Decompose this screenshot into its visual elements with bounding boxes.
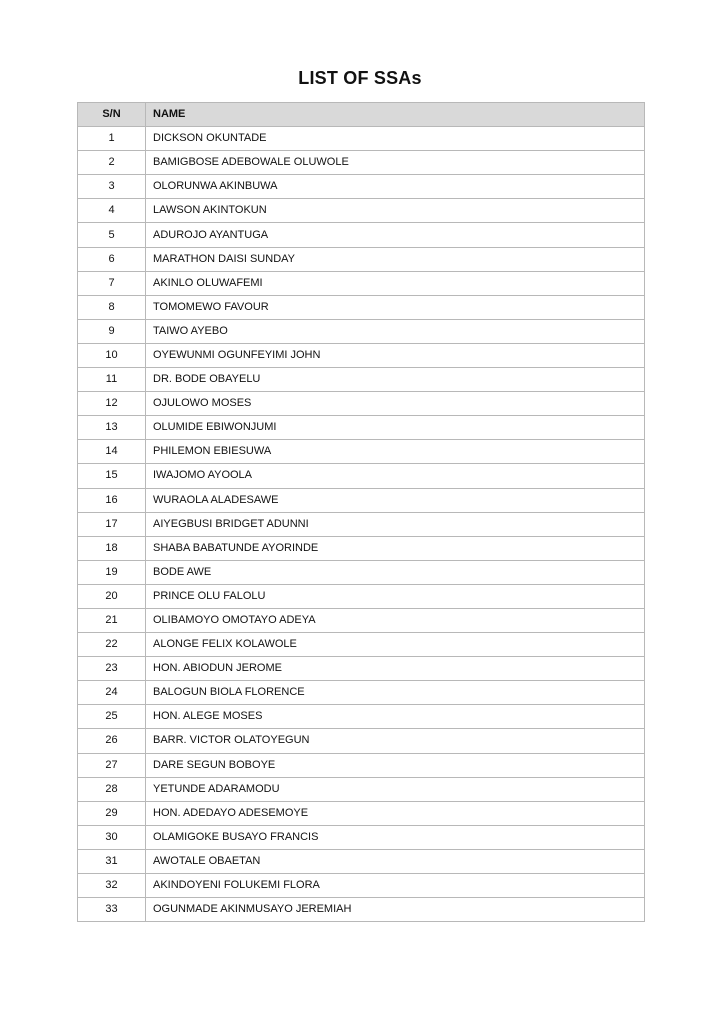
name-cell: OLORUNWA AKINBUWA: [146, 175, 645, 199]
serial-number-cell: 3: [78, 175, 146, 199]
table-row: [78, 271, 645, 295]
table-header: [78, 103, 645, 127]
table-row: [78, 392, 645, 416]
name-cell: PHILEMON EBIESUWA: [146, 440, 645, 464]
serial-number-cell: 4: [78, 199, 146, 223]
serial-number-cell: 23: [78, 657, 146, 681]
table-header-row: [78, 103, 645, 127]
table-row: [78, 536, 645, 560]
name-cell: WURAOLA ALADESAWE: [146, 488, 645, 512]
name-cell: SHABA BABATUNDE AYORINDE: [146, 536, 645, 560]
serial-number-cell: 5: [78, 223, 146, 247]
table-row: [78, 343, 645, 367]
serial-number-cell: 19: [78, 560, 146, 584]
serial-number-cell: 27: [78, 753, 146, 777]
table-row: [78, 199, 645, 223]
name-cell: AKINDOYENI FOLUKEMI FLORA: [146, 874, 645, 898]
serial-number-cell: 6: [78, 247, 146, 271]
serial-number-cell: 31: [78, 849, 146, 873]
serial-number-cell: 15: [78, 464, 146, 488]
serial-number-cell: 9: [78, 319, 146, 343]
serial-number-cell: 16: [78, 488, 146, 512]
serial-number-cell: 1: [78, 127, 146, 151]
table-row: [78, 801, 645, 825]
serial-number-cell: 22: [78, 633, 146, 657]
table-row: [78, 319, 645, 343]
serial-number-cell: 32: [78, 874, 146, 898]
column-header-sn: S/N: [78, 103, 146, 127]
table-row: [78, 777, 645, 801]
serial-number-cell: 26: [78, 729, 146, 753]
serial-number-cell: 13: [78, 416, 146, 440]
serial-number-cell: 20: [78, 584, 146, 608]
name-cell: HON. ABIODUN JEROME: [146, 657, 645, 681]
table-body: [78, 127, 645, 922]
serial-number-cell: 18: [78, 536, 146, 560]
serial-number-cell: 2: [78, 151, 146, 175]
table-row: [78, 898, 645, 922]
name-cell: YETUNDE ADARAMODU: [146, 777, 645, 801]
table-row: [78, 874, 645, 898]
table-row: [78, 368, 645, 392]
name-cell: IWAJOMO AYOOLA: [146, 464, 645, 488]
name-cell: TOMOMEWO FAVOUR: [146, 295, 645, 319]
name-cell: OLIBAMOYO OMOTAYO ADEYA: [146, 608, 645, 632]
table-row: [78, 657, 645, 681]
serial-number-cell: 25: [78, 705, 146, 729]
name-cell: TAIWO AYEBO: [146, 319, 645, 343]
name-cell: HON. ALEGE MOSES: [146, 705, 645, 729]
table-row: [78, 849, 645, 873]
serial-number-cell: 10: [78, 343, 146, 367]
serial-number-cell: 12: [78, 392, 146, 416]
name-cell: AIYEGBUSI BRIDGET ADUNNI: [146, 512, 645, 536]
name-cell: OJULOWO MOSES: [146, 392, 645, 416]
serial-number-cell: 17: [78, 512, 146, 536]
name-cell: BALOGUN BIOLA FLORENCE: [146, 681, 645, 705]
table-row: [78, 151, 645, 175]
name-cell: BODE AWE: [146, 560, 645, 584]
table-row: [78, 247, 645, 271]
table-row: [78, 295, 645, 319]
table-row: [78, 584, 645, 608]
table-row: [78, 416, 645, 440]
serial-number-cell: 30: [78, 825, 146, 849]
serial-number-cell: 7: [78, 271, 146, 295]
table-row: [78, 127, 645, 151]
name-cell: OLAMIGOKE BUSAYO FRANCIS: [146, 825, 645, 849]
table-row: [78, 705, 645, 729]
name-cell: ADUROJO AYANTUGA: [146, 223, 645, 247]
table-row: [78, 729, 645, 753]
name-cell: HON. ADEDAYO ADESEMOYE: [146, 801, 645, 825]
serial-number-cell: 14: [78, 440, 146, 464]
column-header-name: NAME: [146, 103, 645, 127]
name-cell: LAWSON AKINTOKUN: [146, 199, 645, 223]
table-row: [78, 464, 645, 488]
serial-number-cell: 33: [78, 898, 146, 922]
name-cell: DARE SEGUN BOBOYE: [146, 753, 645, 777]
serial-number-cell: 11: [78, 368, 146, 392]
name-cell: AWOTALE OBAETAN: [146, 849, 645, 873]
name-cell: MARATHON DAISI SUNDAY: [146, 247, 645, 271]
table-row: [78, 512, 645, 536]
table-row: [78, 223, 645, 247]
table-row: [78, 681, 645, 705]
table-row: [78, 440, 645, 464]
name-cell: OYEWUNMI OGUNFEYIMI JOHN: [146, 343, 645, 367]
name-cell: BAMIGBOSE ADEBOWALE OLUWOLE: [146, 151, 645, 175]
serial-number-cell: 29: [78, 801, 146, 825]
name-cell: OLUMIDE EBIWONJUMI: [146, 416, 645, 440]
serial-number-cell: 28: [78, 777, 146, 801]
name-cell: BARR. VICTOR OLATOYEGUN: [146, 729, 645, 753]
name-cell: ALONGE FELIX KOLAWOLE: [146, 633, 645, 657]
table-row: [78, 825, 645, 849]
table-row: [78, 608, 645, 632]
name-cell: OGUNMADE AKINMUSAYO JEREMIAH: [146, 898, 645, 922]
table-row: [78, 633, 645, 657]
name-cell: DR. BODE OBAYELU: [146, 368, 645, 392]
page-title: LIST OF SSAs: [298, 68, 422, 88]
table-row: [78, 560, 645, 584]
serial-number-cell: 21: [78, 608, 146, 632]
serial-number-cell: 24: [78, 681, 146, 705]
table-row: [78, 488, 645, 512]
name-cell: PRINCE OLU FALOLU: [146, 584, 645, 608]
name-cell: DICKSON OKUNTADE: [146, 127, 645, 151]
name-cell: AKINLO OLUWAFEMI: [146, 271, 645, 295]
table-row: [78, 175, 645, 199]
ssa-table: [77, 102, 645, 922]
table-row: [78, 753, 645, 777]
serial-number-cell: 8: [78, 295, 146, 319]
